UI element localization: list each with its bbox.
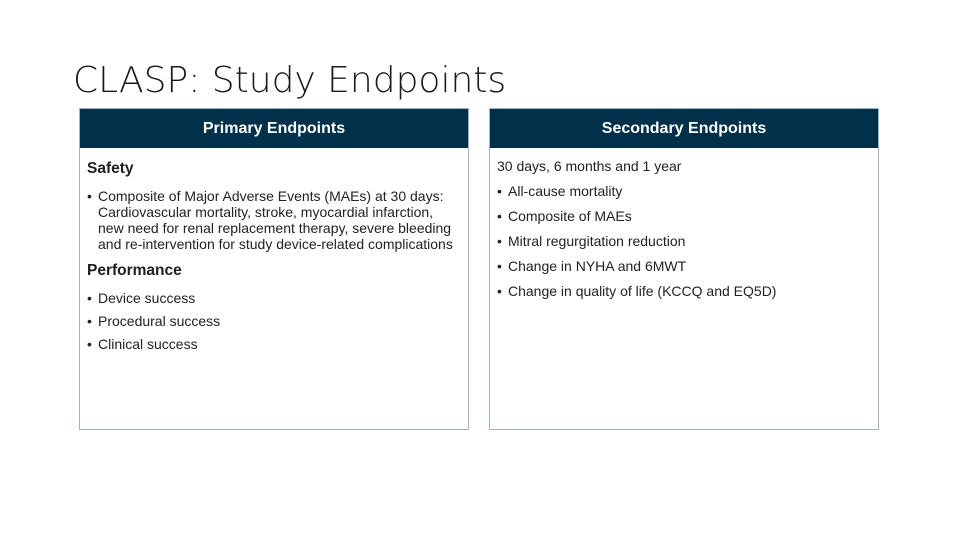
safety-heading: Safety (87, 160, 134, 177)
secondary-item-composite-maes: • Composite of MAEs (497, 208, 870, 224)
secondary-item-nyha-6mwt: • Change in NYHA and 6MWT (497, 258, 870, 274)
primary-endpoints-panel (79, 108, 469, 430)
secondary-timeframe: 30 days, 6 months and 1 year (497, 158, 682, 174)
performance-item-clinical-success: • Clinical success (87, 336, 460, 352)
performance-item-procedural-success: • Procedural success (87, 313, 460, 329)
safety-item: • Composite of Major Adverse Events (MAEs) at 30 days: Cardiovascular mortality, stroke, myocardial infarction, new need for renal replacement therapy, severe bleeding and re-intervention for study device-related complications (87, 188, 460, 252)
performance-list (87, 290, 460, 352)
safety-list (87, 188, 460, 252)
primary-endpoints-body (80, 148, 468, 352)
slide-title: CLASP: Study Endpoints (73, 60, 507, 101)
secondary-item-mr-reduction: • Mitral regurgitation reduction (497, 233, 870, 249)
performance-item-device-success: • Device success (87, 290, 460, 306)
secondary-list (497, 183, 870, 299)
secondary-item-mortality: • All-cause mortality (497, 183, 870, 199)
secondary-endpoints-panel (489, 108, 879, 430)
primary-endpoints-header: Primary Endpoints (80, 109, 468, 148)
secondary-endpoints-header: Secondary Endpoints (490, 109, 878, 148)
performance-heading: Performance (87, 262, 182, 279)
secondary-item-quality-of-life: • Change in quality of life (KCCQ and EQ5D) (497, 283, 870, 299)
secondary-endpoints-body (490, 148, 878, 299)
